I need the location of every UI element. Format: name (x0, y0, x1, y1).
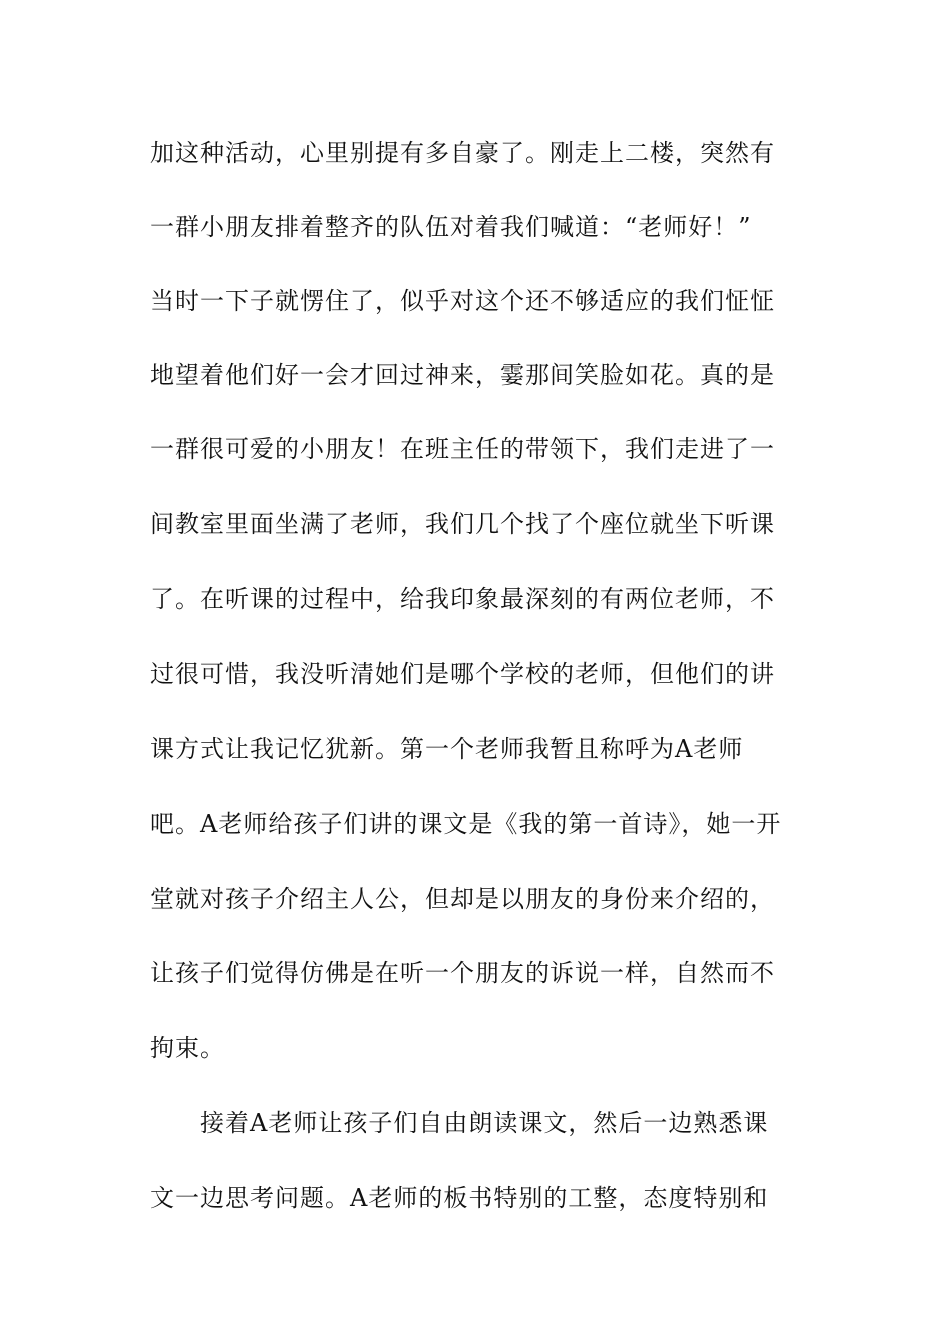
text-line: 拘束。 (150, 1034, 225, 1062)
text-line: 课方式让我记忆犹新。第一个老师我暂且称呼为A老师 (150, 735, 744, 763)
text-line: 让孩子们觉得仿佛是在听一个朋友的诉说一样，自然而不 (150, 959, 775, 987)
text-line: 吧。A老师给孩子们讲的课文是《我的第一首诗》，她一开 (150, 810, 782, 838)
text-line: 间教室里面坐满了老师，我们几个找了个座位就坐下听课 (150, 510, 775, 538)
text-line: 当时一下子就愣住了，似乎对这个还不够适应的我们怔怔 (150, 287, 775, 315)
text-line: 一群小朋友排着整齐的队伍对着我们喊道：“老师好！” (150, 213, 752, 241)
text-line: 了。在听课的过程中，给我印象最深刻的有两位老师，不 (150, 585, 775, 613)
text-line: 过很可惜，我没听清她们是哪个学校的老师，但他们的讲 (150, 660, 775, 688)
text-line: 加这种活动，心里别提有多自豪了。刚走上二楼，突然有 (150, 139, 775, 167)
text-line: 文一边思考问题。A老师的板书特别的工整，态度特别和 (150, 1184, 769, 1212)
text-line: 地望着他们好一会才回过神来，霎那间笑脸如花。真的是 (150, 361, 775, 389)
text-line-indented: 接着A老师让孩子们自由朗读课文，然后一边熟悉课 (200, 1109, 769, 1137)
text-line: 一群很可爱的小朋友！在班主任的带领下，我们走进了一 (150, 435, 775, 463)
text-line: 堂就对孩子介绍主人公，但却是以朋友的身份来介绍的， (150, 885, 775, 913)
